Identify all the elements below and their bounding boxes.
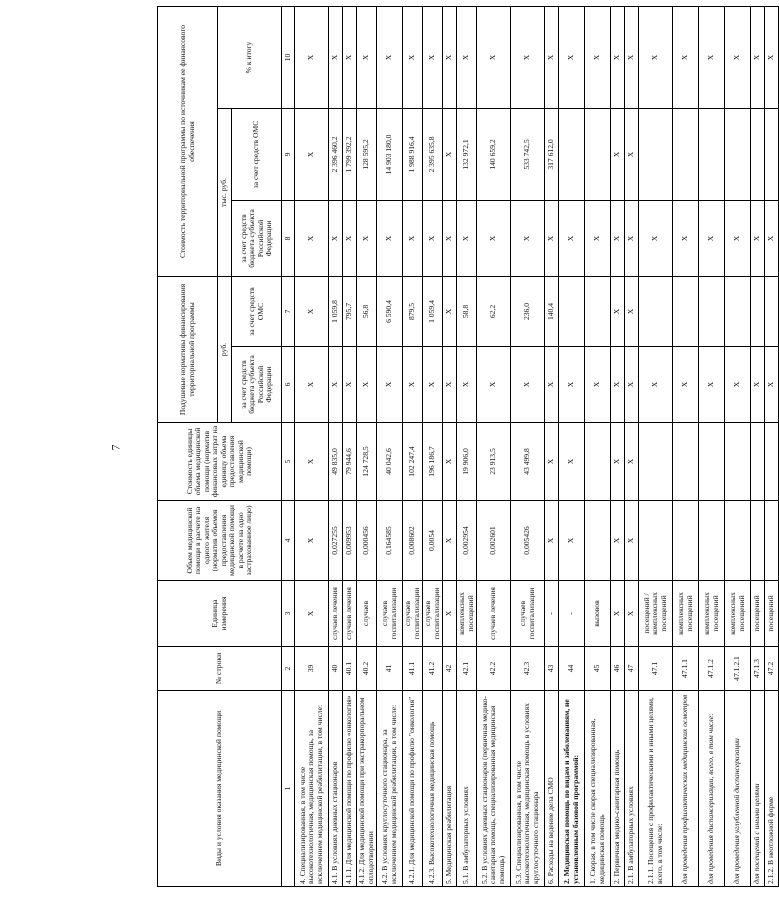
row-volume: X: [611, 501, 625, 581]
row-unit-cost: [585, 423, 611, 501]
row-number: 39: [295, 647, 329, 691]
row-norm-budget: X: [559, 347, 585, 423]
table-header: [158, 6, 295, 886]
row-number: 47.1.3: [751, 647, 765, 691]
row-norm-budget: X: [329, 347, 343, 423]
row-number: 40: [329, 647, 343, 691]
rotated-page: [157, 7, 776, 887]
row-unit: случаев лечения: [477, 581, 511, 647]
row-norm-oms: [585, 276, 611, 346]
row-name: 4.2.1. Для медицинской помощи по профилю "онкология": [403, 691, 423, 887]
row-unit: случаев госпитализации: [511, 581, 545, 647]
row-norm-budget: X: [457, 347, 477, 423]
row-volume: 0,002601: [477, 501, 511, 581]
table-row: [725, 6, 751, 886]
row-unit: -: [559, 581, 585, 647]
row-norm-oms: 1 059,4: [423, 276, 443, 346]
row-norm-budget: X: [765, 347, 779, 423]
row-value-budget: X: [357, 200, 377, 276]
row-number: 44: [559, 647, 585, 691]
program-cost-table: [157, 6, 779, 887]
row-name: 5.2. В условиях дневных стационаров (первичная медико-санитарная помощь, специализированная медицинская помощь): [477, 691, 511, 887]
row-value-oms: [673, 108, 699, 200]
row-unit: X: [443, 581, 457, 647]
row-value-oms: 140 659,2: [477, 108, 511, 200]
header-unit-cost: Стоимость единицы объема медицинской помощи (норматив финансовых затрат на единицу объема предоставления медицинской помощи): [158, 423, 282, 501]
table-row: [343, 6, 357, 886]
row-number: 47.1.2.1: [725, 647, 751, 691]
row-unit-cost: [673, 423, 699, 501]
row-unit: комплексных посещений: [673, 581, 699, 647]
table-row: [751, 6, 765, 886]
row-volume: [751, 501, 765, 581]
row-unit-cost: [699, 423, 725, 501]
row-volume: [699, 501, 725, 581]
row-percent: X: [725, 6, 751, 108]
row-name: 2. Первичная медико-санитарная помощь: [611, 691, 625, 887]
row-name: 5. Медицинская реабилитация: [443, 691, 457, 887]
table-row: [423, 6, 443, 886]
row-name: для проведения профилактических медицинских осмотров: [673, 691, 699, 887]
row-unit-cost: 19 906,0: [457, 423, 477, 501]
row-norm-oms: 795,7: [343, 276, 357, 346]
row-volume: 0,002954: [457, 501, 477, 581]
row-unit-cost: 124 728,5: [357, 423, 377, 501]
row-name: 6. Расходы на ведение дела СМО: [545, 691, 559, 887]
column-number: 3: [282, 581, 295, 647]
column-number: 2: [282, 647, 295, 691]
row-percent: X: [377, 6, 403, 108]
row-value-oms: 132 972,1: [457, 108, 477, 200]
row-percent: X: [559, 6, 585, 108]
row-norm-budget: X: [611, 347, 625, 423]
row-number: 47: [625, 647, 639, 691]
header-row-number: № строки: [158, 647, 282, 691]
row-norm-budget: X: [377, 347, 403, 423]
row-norm-oms: 236,0: [511, 276, 545, 346]
row-unit-cost: X: [611, 423, 625, 501]
row-unit: X: [611, 581, 625, 647]
row-norm-budget: X: [423, 347, 443, 423]
header-volume: Объем медицинской помощи в расчете на одного жителя (норматив объемов предоставления медицинской помощи в расчете на одно застрахованное лицо): [158, 501, 282, 581]
row-value-oms: [765, 108, 779, 200]
row-name: 5.3. Специализированная, в том числе высокотехнологичная, медицинская помощь в условиях круглосуточного стационара: [511, 691, 545, 887]
row-name: 4.1. В условиях дневных стационаров: [329, 691, 343, 887]
row-norm-oms: 1 059,8: [329, 276, 343, 346]
row-percent: X: [673, 6, 699, 108]
row-value-budget: X: [765, 200, 779, 276]
row-number: 42: [443, 647, 457, 691]
column-number: 5: [282, 423, 295, 501]
column-number: 6: [282, 347, 295, 423]
row-norm-oms: [725, 276, 751, 346]
row-value-oms: [639, 108, 673, 200]
table-row: [545, 6, 559, 886]
row-name: 2.1.1. Посещения с профилактическими и иными целями, всего, в том числе:: [639, 691, 673, 887]
row-value-budget: X: [329, 200, 343, 276]
row-norm-oms: X: [611, 276, 625, 346]
row-value-budget: X: [511, 200, 545, 276]
table-body: [295, 6, 779, 886]
table-row: [329, 6, 343, 886]
row-unit: случаев лечения: [343, 581, 357, 647]
row-percent: X: [639, 6, 673, 108]
row-value-oms: [751, 108, 765, 200]
row-norm-oms: [639, 276, 673, 346]
header-per-capita: Подушевые нормативы финансирования территориальной программы: [158, 276, 218, 422]
row-norm-budget: X: [585, 347, 611, 423]
header-type: Виды и условия оказания медицинской помощи: [158, 691, 282, 887]
row-unit-cost: X: [625, 423, 639, 501]
row-norm-oms: [765, 276, 779, 346]
row-norm-budget: X: [295, 347, 329, 423]
row-number: 41: [377, 647, 403, 691]
table-row: [559, 6, 585, 886]
row-norm-budget: X: [725, 347, 751, 423]
row-value-budget: X: [295, 200, 329, 276]
row-value-oms: 2 396 460,2: [329, 108, 343, 200]
row-volume: X: [559, 501, 585, 581]
row-number: 40.2: [357, 647, 377, 691]
row-unit: случаев госпитализации: [403, 581, 423, 647]
table-row: [639, 6, 673, 886]
row-unit: комплексных посещений: [699, 581, 725, 647]
row-unit: комплексных посещений: [725, 581, 751, 647]
row-name: 4.1.1. Для медицинской помощи по профилю «онкология»: [343, 691, 357, 887]
column-number: 1: [282, 691, 295, 887]
header-program-value: Стоимость территориальной программы по источникам ее финансового обеспечения: [158, 6, 218, 276]
row-norm-budget: X: [357, 347, 377, 423]
row-volume: 0,009953: [343, 501, 357, 581]
row-norm-budget: X: [443, 347, 457, 423]
row-value-oms: 1 988 916,4: [403, 108, 423, 200]
row-number: 43: [545, 647, 559, 691]
header-rub: руб.: [218, 276, 232, 422]
table-row: [585, 6, 611, 886]
row-value-budget: X: [377, 200, 403, 276]
table-row: [673, 6, 699, 886]
row-volume: 0,027255: [329, 501, 343, 581]
row-norm-oms: [699, 276, 725, 346]
row-number: 42.3: [511, 647, 545, 691]
row-name: 2. Медицинская помощь по видам и заболеваниям, не установленным базовой программой:: [559, 691, 585, 887]
table-row: [625, 6, 639, 886]
row-value-oms: 2 395 635,8: [423, 108, 443, 200]
row-norm-oms: 140,4: [545, 276, 559, 346]
row-volume: [585, 501, 611, 581]
header-norm-budget: за счет средств бюджета субъекта Российской Федерации: [232, 347, 282, 423]
row-name: 4.2. В условиях круглосуточного стационара, за исключением медицинской реабилитации, в том числе:: [377, 691, 403, 887]
row-volume: [725, 501, 751, 581]
row-percent: X: [765, 6, 779, 108]
row-name: 2.1.2. В неотложной форме: [765, 691, 779, 887]
row-unit: X: [295, 581, 329, 647]
row-value-oms: 128 595,2: [357, 108, 377, 200]
column-number: 7: [282, 276, 295, 346]
row-unit-cost: 49 835,0: [329, 423, 343, 501]
row-value-budget: X: [457, 200, 477, 276]
header-value-budget: за счет средств бюджета субъекта Российской Федерации: [232, 200, 282, 276]
row-value-oms: X: [443, 108, 457, 200]
header-value-oms: за счет средств ОМС: [232, 108, 282, 200]
row-percent: X: [423, 6, 443, 108]
row-name: 2.1. В амбулаторных условиях: [625, 691, 639, 887]
row-value-oms: 533 742,5: [511, 108, 545, 200]
row-volume: 0,005426: [511, 501, 545, 581]
row-number: 41.2: [423, 647, 443, 691]
row-number: 41.1: [403, 647, 423, 691]
header-norm-oms: за счет средств ОМС: [232, 276, 282, 346]
row-percent: X: [329, 6, 343, 108]
row-value-budget: X: [343, 200, 357, 276]
row-unit: комплексных посещений: [457, 581, 477, 647]
row-percent: X: [585, 6, 611, 108]
row-unit-cost: X: [295, 423, 329, 501]
row-value-budget: X: [423, 200, 443, 276]
row-volume: 0,008602: [403, 501, 423, 581]
row-value-oms: 1 799 392,2: [343, 108, 357, 200]
header-unit: Единица измерения: [158, 581, 282, 647]
row-unit: посещений: [751, 581, 765, 647]
row-volume: X: [625, 501, 639, 581]
row-value-budget: X: [725, 200, 751, 276]
row-value-budget: X: [751, 200, 765, 276]
row-percent: X: [751, 6, 765, 108]
row-value-budget: X: [443, 200, 457, 276]
row-unit-cost: [751, 423, 765, 501]
row-name: 4. Специализированная, в том числе высокотехнологичная, медицинская помощь, за исключением медицинской реабилитации, в том числе:: [295, 691, 329, 887]
row-value-budget: X: [585, 200, 611, 276]
header-thousand-rub: тыс. руб.: [218, 108, 232, 276]
row-unit-cost: 23 913,5: [477, 423, 511, 501]
row-norm-budget: X: [403, 347, 423, 423]
row-unit-cost: X: [443, 423, 457, 501]
row-value-oms: [699, 108, 725, 200]
row-volume: X: [545, 501, 559, 581]
column-number: 8: [282, 200, 295, 276]
row-norm-oms: [673, 276, 699, 346]
row-norm-oms: X: [295, 276, 329, 346]
row-unit: -: [545, 581, 559, 647]
row-number: 47.2: [765, 647, 779, 691]
row-percent: X: [343, 6, 357, 108]
row-unit-cost: 196 186,7: [423, 423, 443, 501]
row-norm-oms: X: [625, 276, 639, 346]
column-number: 4: [282, 501, 295, 581]
row-number: 47.1: [639, 647, 673, 691]
page-number: 7: [108, 444, 123, 451]
row-unit-cost: [725, 423, 751, 501]
row-name: 4.2.3. Высокотехнологичная медицинская помощь: [423, 691, 443, 887]
row-value-budget: X: [611, 200, 625, 276]
row-unit: посещений: [765, 581, 779, 647]
row-value-budget: X: [477, 200, 511, 276]
row-unit: вызовов: [585, 581, 611, 647]
row-volume: 0,000456: [357, 501, 377, 581]
row-norm-budget: X: [699, 347, 725, 423]
row-unit: X: [625, 581, 639, 647]
header-percent: % к итогу: [218, 6, 282, 108]
row-number: 47.1.1: [673, 647, 699, 691]
table-row: [443, 6, 457, 886]
table-row: [377, 6, 403, 886]
row-value-oms: 14 903 180,0: [377, 108, 403, 200]
table-row: [357, 6, 377, 886]
row-norm-budget: X: [673, 347, 699, 423]
row-value-budget: X: [625, 200, 639, 276]
column-number: 9: [282, 108, 295, 200]
row-norm-oms: 62,2: [477, 276, 511, 346]
table-row: [611, 6, 625, 886]
row-percent: X: [457, 6, 477, 108]
row-norm-oms: 879,5: [403, 276, 423, 346]
row-norm-oms: 6 590,4: [377, 276, 403, 346]
table-row: [511, 6, 545, 886]
row-volume: X: [295, 501, 329, 581]
row-norm-oms: 58,8: [457, 276, 477, 346]
row-value-budget: X: [673, 200, 699, 276]
row-name: для проведения углубленной диспансеризации: [725, 691, 751, 887]
row-value-oms: X: [295, 108, 329, 200]
row-value-oms: X: [611, 108, 625, 200]
row-percent: X: [699, 6, 725, 108]
row-value-budget: X: [559, 200, 585, 276]
row-unit: случаев лечения: [329, 581, 343, 647]
row-unit-cost: [639, 423, 673, 501]
row-unit-cost: X: [559, 423, 585, 501]
row-norm-budget: X: [511, 347, 545, 423]
row-number: 46: [611, 647, 625, 691]
row-unit-cost: 40 042,6: [377, 423, 403, 501]
row-value-oms: 317 612,0: [545, 108, 559, 200]
row-percent: X: [443, 6, 457, 108]
row-norm-oms: 56,8: [357, 276, 377, 346]
table-row: [477, 6, 511, 886]
row-name: для проведения диспансеризации, всего, в том числе:: [699, 691, 725, 887]
row-norm-budget: X: [343, 347, 357, 423]
table-row: [295, 6, 329, 886]
row-percent: X: [357, 6, 377, 108]
row-volume: X: [443, 501, 457, 581]
row-value-budget: X: [639, 200, 673, 276]
row-percent: X: [477, 6, 511, 108]
row-name: 5.1. В амбулаторных условиях: [457, 691, 477, 887]
row-value-oms: X: [625, 108, 639, 200]
row-unit-cost: 102 247,4: [403, 423, 423, 501]
row-unit: случаев: [357, 581, 377, 647]
row-name: 1. Скорая, в том числе скорая специализированная, медицинская помощь: [585, 691, 611, 887]
row-volume: 0,164585: [377, 501, 403, 581]
row-number: 45: [585, 647, 611, 691]
table-row: [699, 6, 725, 886]
row-norm-oms: X: [443, 276, 457, 346]
table-row: [457, 6, 477, 886]
row-volume: [639, 501, 673, 581]
row-norm-budget: X: [639, 347, 673, 423]
row-norm-budget: X: [751, 347, 765, 423]
row-value-budget: X: [545, 200, 559, 276]
row-volume: [673, 501, 699, 581]
row-norm-budget: X: [625, 347, 639, 423]
row-norm-budget: X: [477, 347, 511, 423]
row-number: 47.1.2: [699, 647, 725, 691]
row-unit: случаев госпитализации: [377, 581, 403, 647]
row-norm-oms: [559, 276, 585, 346]
row-unit: посещений / комплексных посещений: [639, 581, 673, 647]
row-percent: X: [511, 6, 545, 108]
row-value-budget: X: [699, 200, 725, 276]
row-number: 42.1: [457, 647, 477, 691]
row-number: 40.1: [343, 647, 357, 691]
row-value-oms: [725, 108, 751, 200]
row-name: для посещений с иными целями: [751, 691, 765, 887]
row-percent: X: [295, 6, 329, 108]
row-value-budget: X: [403, 200, 423, 276]
row-value-oms: [585, 108, 611, 200]
row-norm-budget: X: [545, 347, 559, 423]
row-number: 42.2: [477, 647, 511, 691]
table-row: [765, 6, 779, 886]
row-percent: X: [545, 6, 559, 108]
column-numbers-row: [282, 6, 295, 886]
row-value-oms: [559, 108, 585, 200]
row-unit-cost: 79 944,6: [343, 423, 357, 501]
row-percent: X: [403, 6, 423, 108]
table-row: [403, 6, 423, 886]
row-unit-cost: X: [545, 423, 559, 501]
row-percent: X: [611, 6, 625, 108]
row-percent: X: [625, 6, 639, 108]
row-volume: 0,0054: [423, 501, 443, 581]
row-unit-cost: 43 499,8: [511, 423, 545, 501]
row-unit-cost: [765, 423, 779, 501]
row-volume: [765, 501, 779, 581]
column-number: 10: [282, 6, 295, 108]
row-name: 4.1.2. Для медицинской помощи при экстракорпоральном оплодотворении: [357, 691, 377, 887]
row-norm-oms: [751, 276, 765, 346]
row-unit: случаев госпитализации: [423, 581, 443, 647]
